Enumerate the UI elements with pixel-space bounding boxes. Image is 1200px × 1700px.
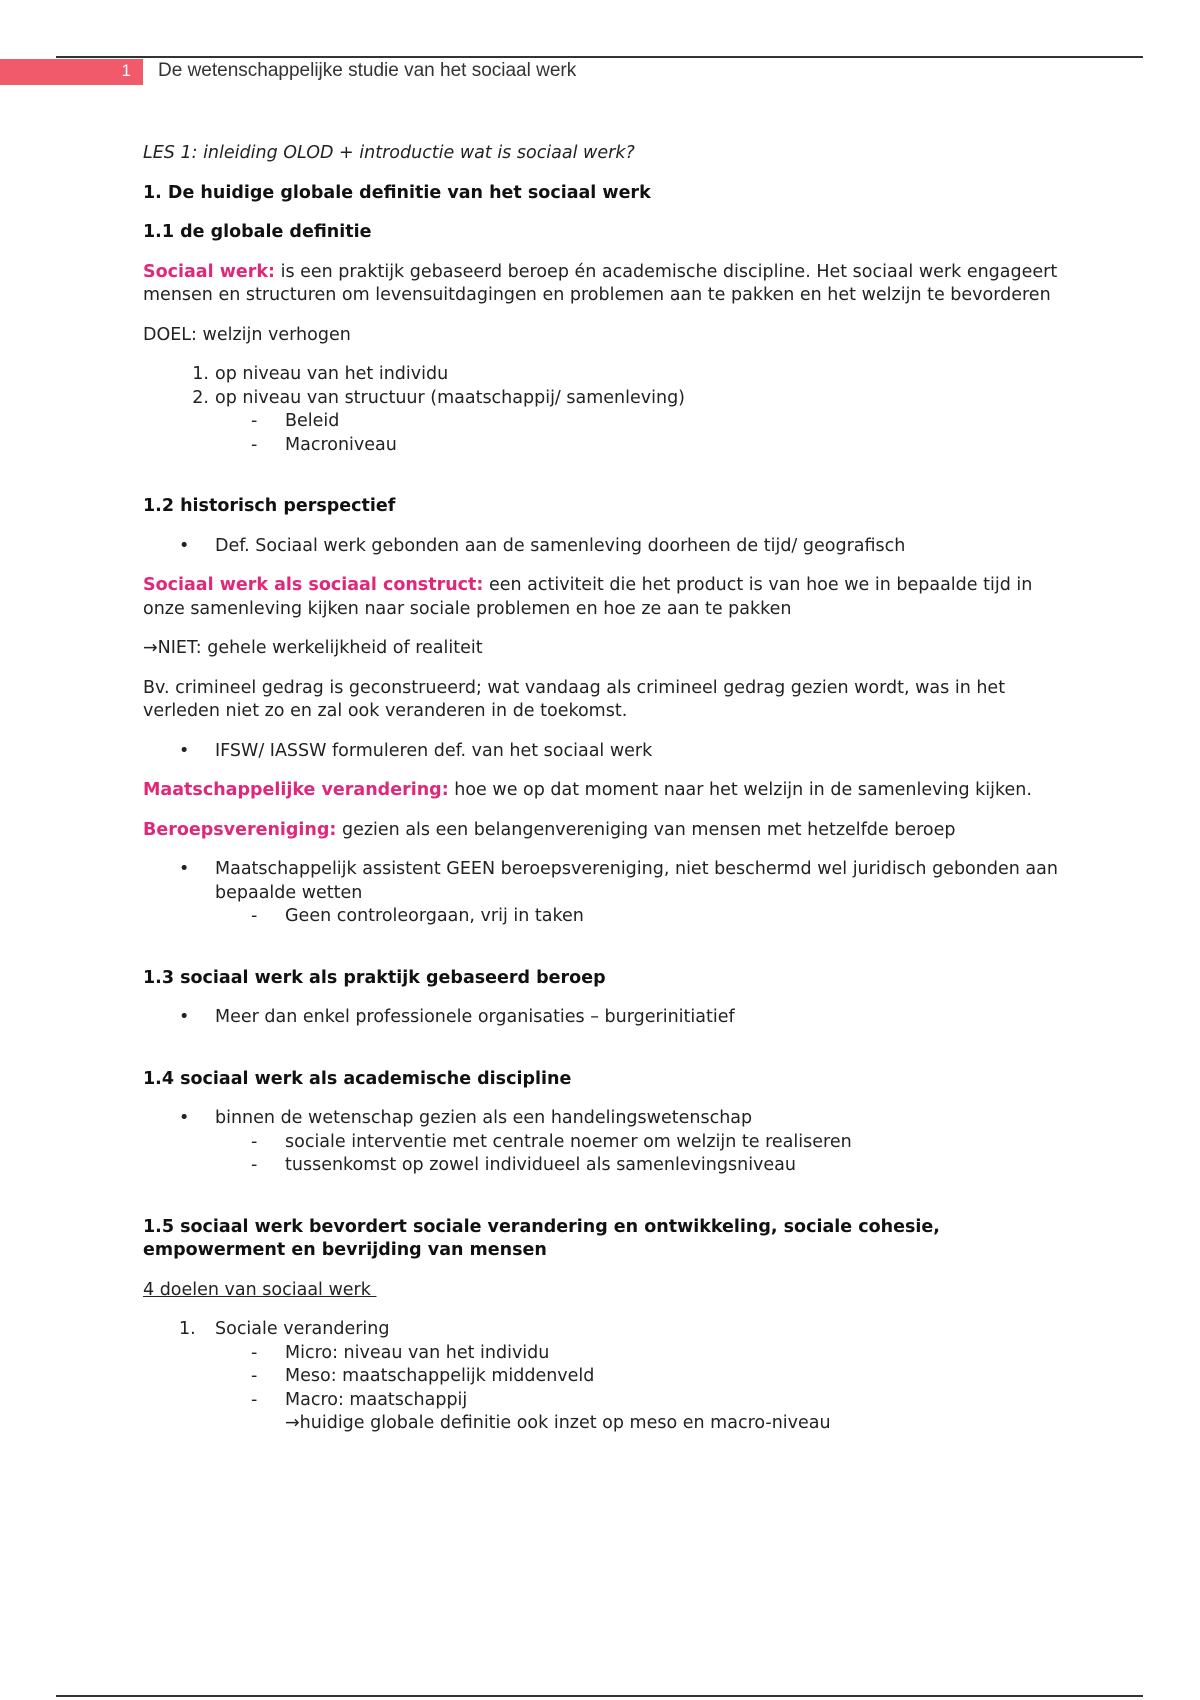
- list-item: [215, 1131, 1063, 1155]
- note-line: [215, 1412, 1063, 1436]
- dash-icon: -: [251, 906, 258, 926]
- list-item-text: Meer dan enkel professionele organisaties – burgerinitiatief: [215, 1007, 735, 1027]
- header-rule: [56, 56, 1143, 58]
- bullet-icon: •: [179, 1007, 190, 1027]
- list-item: [143, 410, 1063, 434]
- bullet-icon: •: [179, 740, 190, 761]
- bullet-list: [143, 535, 1063, 559]
- sub-list: [215, 1131, 1063, 1178]
- bullet-list: [143, 1006, 1063, 1030]
- list-number: 1.: [192, 364, 209, 384]
- bullet-list: [143, 1107, 1063, 1178]
- section-1-heading: 1. De huidige globale definitie van het sociaal werk: [143, 182, 651, 203]
- bullet-icon: •: [179, 1108, 190, 1128]
- dash-icon: -: [251, 1366, 258, 1386]
- list-item-text: tussenkomst op zowel individueel als samenlevingsniveau: [285, 1155, 796, 1175]
- lesson-title: LES 1: inleiding OLOD + introductie wat is sociaal werk?: [143, 143, 635, 163]
- list-item-text: Def. Sociaal werk gebonden aan de samenleving doorheen de tijd/ geografisch: [215, 535, 906, 556]
- list-item-text: Geen controleorgaan, vrij in taken: [285, 906, 584, 926]
- list-item: [143, 1006, 1063, 1030]
- header-title: De wetenschappelijke studie van het sociaal werk: [158, 60, 577, 81]
- definition-text: is een praktijk gebaseerd beroep én academische discipline. Het sociaal werk engageert mensen en structuren om levensuitdagingen en problemen aan te pakken en het welzijn te bevorderen: [143, 261, 1058, 305]
- bullet-list: [143, 740, 1063, 764]
- dash-icon: -: [251, 434, 258, 455]
- list-item: [143, 858, 1063, 929]
- definition-paragraph: [143, 261, 1063, 308]
- list-item: [215, 1365, 1063, 1389]
- arrow-right-icon: →: [285, 1413, 300, 1433]
- sub-list: [215, 1342, 1063, 1413]
- list-item: [215, 1342, 1063, 1366]
- list-item-text: Maatschappelijk assistent GEEN beroepsvereniging, niet beschermd wel juridisch gebonden aan bepaalde wetten: [215, 859, 1058, 903]
- example-paragraph: Bv. crimineel gedrag is geconstrueerd; wat vandaag als crimineel gedrag gezien wordt, was in het verleden niet zo en zal ook veranderen in de toekomst.: [143, 677, 1006, 721]
- dash-icon: -: [251, 1155, 258, 1175]
- list-item-text: op niveau van structuur (maatschappij/ samenleving): [215, 387, 686, 408]
- document-body: [143, 142, 1063, 1436]
- page-number-bar: [0, 59, 143, 85]
- verandering-paragraph: [143, 779, 1063, 803]
- list-item: [215, 905, 1063, 929]
- sub-list: [215, 905, 1063, 929]
- list-item-text: binnen de wetenschap gezien als een handelingswetenschap: [215, 1108, 753, 1128]
- dash-icon: -: [251, 1389, 258, 1410]
- arrow-right-icon: →: [143, 638, 158, 658]
- list-item: [215, 1154, 1063, 1178]
- verandering-text: hoe we op dat moment naar het welzijn in de samenleving kijken.: [448, 780, 1032, 800]
- list-item: [143, 1318, 1063, 1436]
- list-item-text: Macroniveau: [285, 434, 397, 455]
- list-item: [143, 434, 1063, 458]
- list-item: [215, 1389, 1063, 1413]
- levels-list: [143, 363, 1063, 410]
- construct-text: een activiteit die het product is van hoe we in bepaalde tijd in onze samenleving kijken naar sociale problemen en hoe ze aan te pakken: [143, 575, 1033, 619]
- section-1-3-heading: 1.3 sociaal werk als praktijk gebaseerd beroep: [143, 967, 606, 988]
- section-1-5-heading: 1.5 sociaal werk bevordert sociale verandering en ontwikkeling, sociale cohesie, empowerment en bevrijding van mensen: [143, 1216, 940, 1260]
- page-number: 1: [121, 61, 131, 80]
- vereniging-paragraph: [143, 819, 1063, 843]
- dash-icon: -: [251, 411, 258, 431]
- term-sociaal-werk: Sociaal werk:: [143, 261, 276, 282]
- list-number: 2.: [192, 387, 209, 408]
- term-sociaal-construct: Sociaal werk als sociaal construct:: [143, 575, 484, 595]
- list-item-text: Sociale verandering: [215, 1319, 390, 1339]
- list-number: 1.: [179, 1319, 196, 1339]
- niet-line: [143, 637, 1063, 661]
- construct-paragraph: [143, 574, 1063, 621]
- list-item: [143, 387, 1063, 411]
- bullet-icon: •: [179, 859, 190, 879]
- footer-rule: [56, 1695, 1143, 1697]
- note-text: huidige globale definitie ook inzet op meso en macro-niveau: [299, 1413, 831, 1433]
- doel-line: DOEL: welzijn verhogen: [143, 324, 351, 345]
- doelen-title: 4 doelen van sociaal werk: [143, 1279, 377, 1300]
- bullet-list: [143, 858, 1063, 929]
- vereniging-text: gezien als een belangenvereniging van mensen met hetzelfde beroep: [336, 819, 956, 840]
- list-item-text: Meso: maatschappelijk middenveld: [285, 1366, 595, 1386]
- list-item: [143, 1107, 1063, 1178]
- section-1-4-heading: 1.4 sociaal werk als academische discipline: [143, 1068, 572, 1089]
- list-item-text: Macro: maatschappij: [285, 1389, 468, 1410]
- term-maatschappelijke-verandering: Maatschappelijke verandering:: [143, 780, 449, 800]
- dash-icon: -: [251, 1131, 258, 1152]
- term-beroepsvereniging: Beroepsvereniging:: [143, 819, 337, 840]
- list-item-text: sociale interventie met centrale noemer om welzijn te realiseren: [285, 1131, 852, 1152]
- section-1-1-heading: 1.1 de globale definitie: [143, 222, 372, 242]
- niet-text: NIET: gehele werkelijkheid of realiteit: [157, 638, 483, 658]
- list-item: [143, 740, 1063, 764]
- list-item: [143, 363, 1063, 387]
- list-item-text: Beleid: [285, 411, 340, 431]
- list-item-text: Micro: niveau van het individu: [285, 1342, 550, 1363]
- section-1-2-heading: 1.2 historisch perspectief: [143, 496, 396, 516]
- doelen-list: [143, 1318, 1063, 1436]
- list-item: [143, 535, 1063, 559]
- sublevels-list: [143, 410, 1063, 457]
- bullet-icon: •: [179, 535, 190, 556]
- list-item-text: IFSW/ IASSW formuleren def. van het sociaal werk: [215, 740, 653, 761]
- dash-icon: -: [251, 1342, 258, 1363]
- list-item-text: op niveau van het individu: [215, 364, 449, 384]
